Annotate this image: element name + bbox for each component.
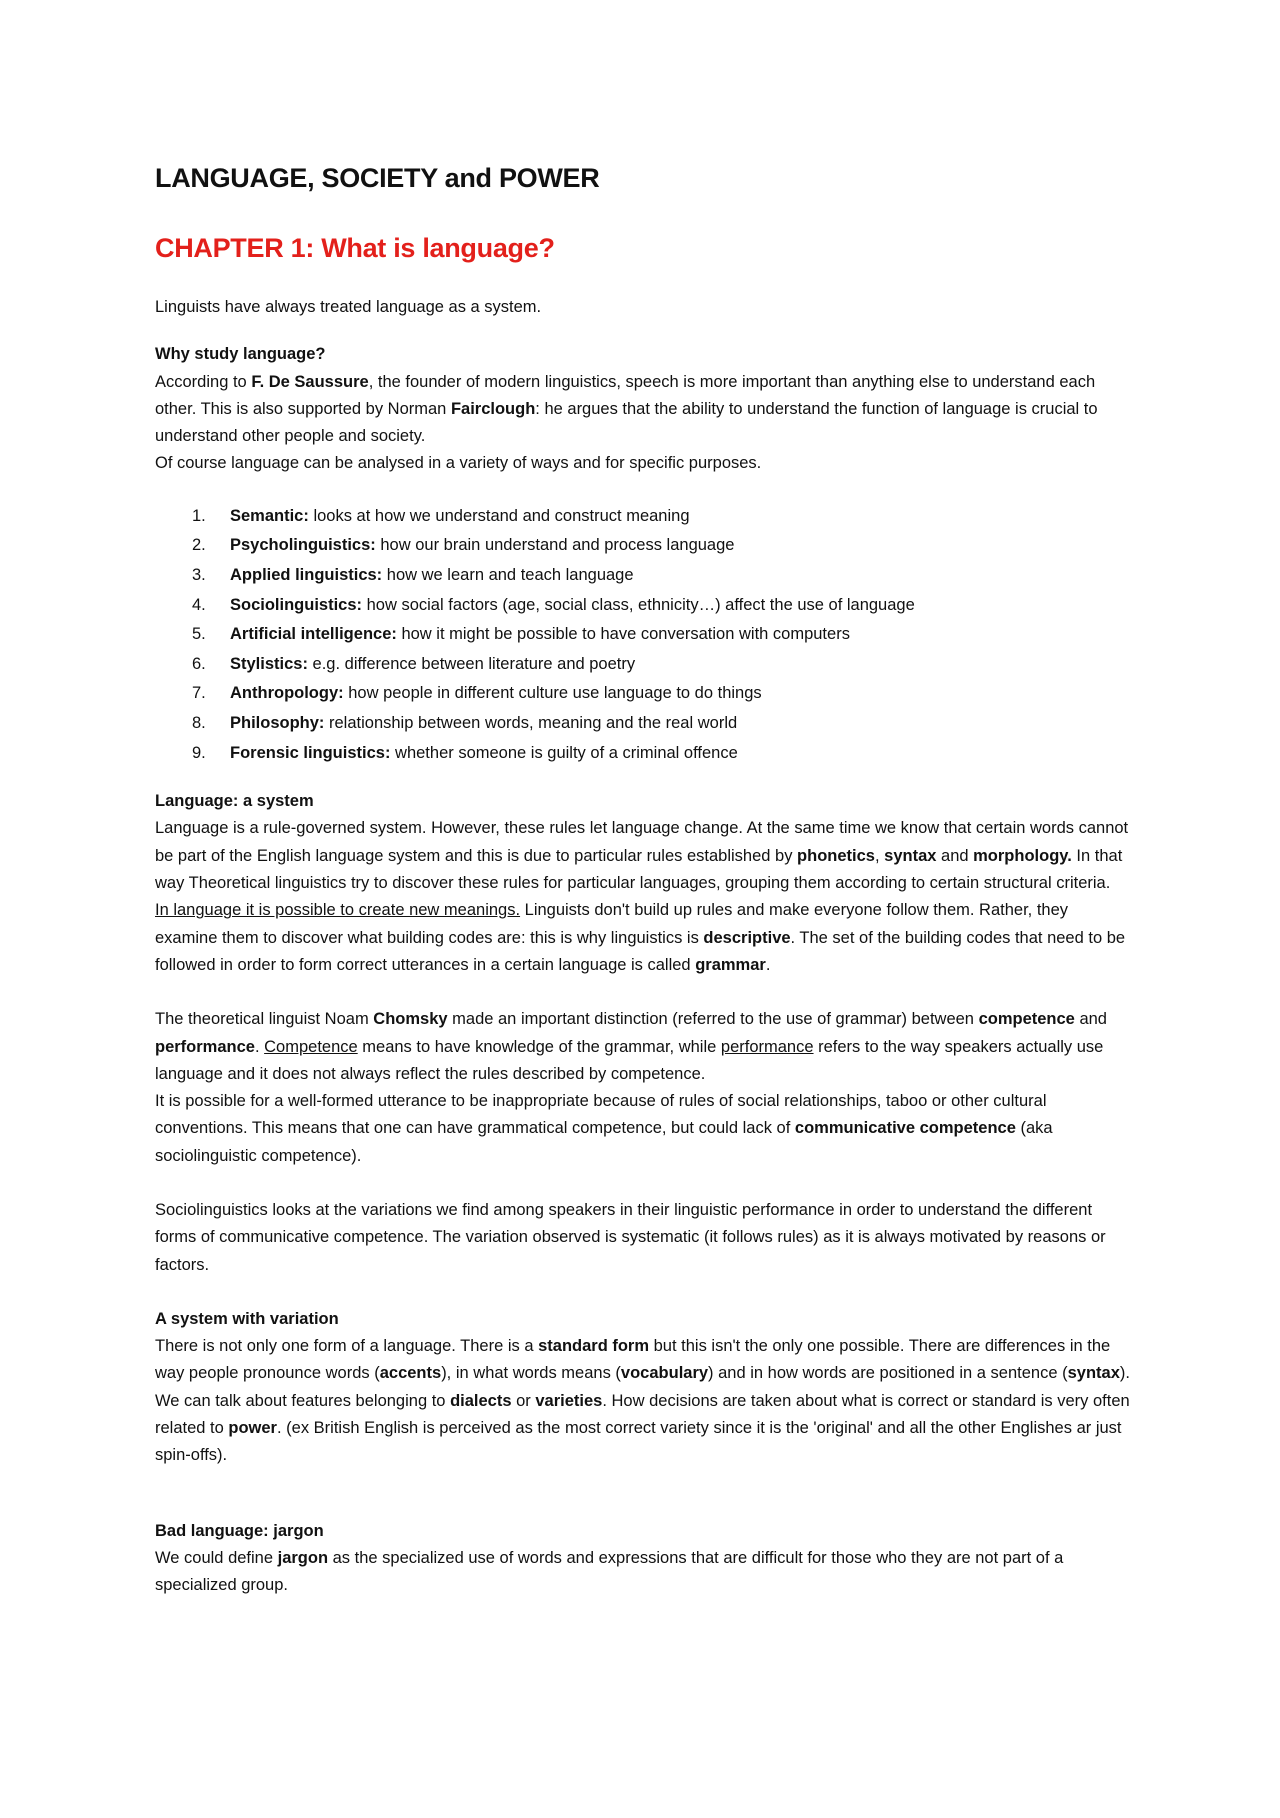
list-item: 2. Psycholinguistics: how our brain understand and process language xyxy=(192,536,735,555)
system-paragraph: Language is a rule-governed system. However, these rules let language change. At the same time we know that certain words cannot be part of the English language system and this is due to particular rules established by phonetics, syntax and morphology. In that way Theoretical linguistics try to discover these rules for particular languages, grouping them according to certain structural criteria. xyxy=(155,819,1129,893)
section-heading-why-study: Why study language? xyxy=(155,345,326,364)
document-page xyxy=(155,150,1130,1600)
document-title: LANGUAGE, SOCIETY and POWER xyxy=(155,163,600,193)
linguistics-fields-list xyxy=(155,502,1130,768)
variation-paragraph: There is not only one form of a language. There is a standard form but this isn't the only one possible. There are differences in the way people pronounce words (accents), in what words means (vocabulary) and in how words are positioned in a sentence (syntax). We can talk about features belonging to dialects or varieties. How decisions are taken about what is correct or standard is very often related to power. (ex British English is perceived as the most correct variety since it is the 'original' and all the other Englishes ar just spin-offs). xyxy=(155,1337,1130,1465)
analysis-paragraph: Of course language can be analysed in a variety of ways and for specific purposes. xyxy=(155,454,762,473)
section-heading-jargon: Bad language: jargon xyxy=(155,1521,324,1540)
sociolinguistics-paragraph: Sociolinguistics looks at the variations we find among speakers in their linguistic performance in order to understand the different forms of communicative competence. The variation observed is systematic (it follows rules) as it is always motivated by reasons or factors. xyxy=(155,1200,1106,1274)
why-study-paragraph: According to F. De Saussure, the founder of modern linguistics, speech is more important than anything else to understand each other. This is also supported by Norman Fairclough: he argues that the ability to understand the function of language is crucial to understand other people and society. xyxy=(155,372,1098,446)
list-item: 5. Artificial intelligence: how it might be possible to have conversation with computers xyxy=(192,625,850,644)
intro-paragraph: Linguists have always treated language as a system. xyxy=(155,298,542,316)
list-item: 4. Sociolinguistics: how social factors (age, social class, ethnicity…) affect the use of language xyxy=(192,595,915,614)
chapter-title: CHAPTER 1: What is language? xyxy=(155,233,555,263)
list-item: 8. Philosophy: relationship between words, meaning and the real world xyxy=(192,713,738,732)
list-item: 1. Semantic: looks at how we understand and construct meaning xyxy=(192,506,690,525)
chomsky-paragraph: The theoretical linguist Noam Chomsky made an important distinction (referred to the use of grammar) between competence and performance. Competence means to have knowledge of the grammar, while performance refers to the way speakers actually use language and it does not always reflect the rules described by competence. xyxy=(155,1010,1107,1083)
list-item: 6. Stylistics: e.g. difference between literature and poetry xyxy=(192,654,636,673)
jargon-paragraph: We could define jargon as the specialized use of words and expressions that are difficult for those who they are not part of a specialized group. xyxy=(155,1548,1064,1595)
new-meanings-paragraph: In language it is possible to create new meanings. Linguists don't build up rules and make everyone follow them. Rather, they examine them to discover what building codes are: this is why linguistics is descriptive. The set of the building codes that need to be followed in order to form correct utterances in a certain language is called grammar. xyxy=(155,901,1126,974)
section-heading-system: Language: a system xyxy=(155,792,314,811)
communicative-competence-paragraph: It is possible for a well-formed utterance to be inappropriate because of rules of social relationships, taboo or other cultural conventions. This means that one can have grammatical competence, but could lack of communicative competence (aka sociolinguistic competence). xyxy=(155,1092,1053,1165)
list-item: 7. Anthropology: how people in different culture use language to do things xyxy=(192,684,762,703)
list-item: 9. Forensic linguistics: whether someone is guilty of a criminal offence xyxy=(192,743,738,762)
list-item: 3. Applied linguistics: how we learn and teach language xyxy=(192,565,634,584)
section-heading-variation: A system with variation xyxy=(155,1309,339,1328)
